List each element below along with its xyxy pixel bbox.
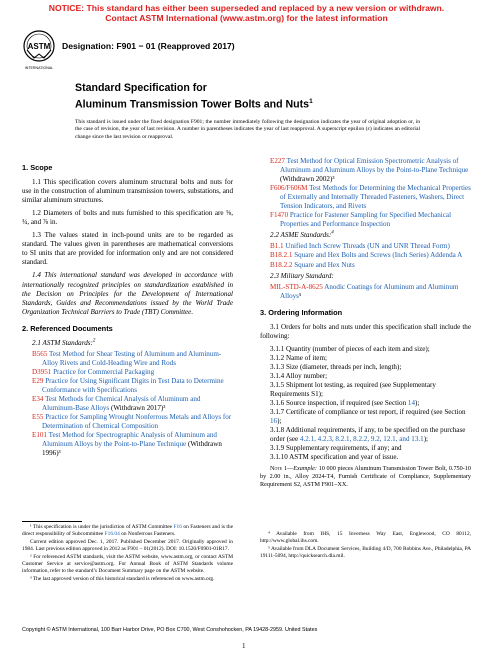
title-line-1: Standard Specification for	[75, 82, 207, 94]
ordering-item	[270, 345, 471, 354]
astm-reference-title-link[interactable]: Practice for Fastener Sampling for Specified Mechanical Properties and Performance Inspection	[280, 211, 452, 229]
astm-reference-item[interactable]	[270, 211, 471, 229]
asme-reference-title-link[interactable]: Unified Inch Screw Threads (UN and UNR Thread Form)	[283, 242, 450, 251]
subcommittee-link[interactable]: F16.04	[104, 531, 120, 537]
ordering-item-text: 3.1.7 Certificate of compliance or test report, if required (see Section	[270, 408, 466, 417]
section-cross-reference-link[interactable]: 4.2.1, 4.2.3, 8.2.1, 8.2.2, 9.2, 12.1, and 13.1	[299, 435, 424, 444]
ordering-item-text: 3.1.8 Additional requirements, if any, to be specified on the purchase order (see	[270, 426, 466, 444]
footnote-text: ³ The last approved version of this historical standard is referenced on www.astm.org.	[30, 576, 215, 582]
ordering-heading: 3. Ordering Information	[260, 307, 343, 317]
section-cross-reference-link[interactable]: 14	[407, 399, 415, 408]
ordering-item	[270, 363, 471, 372]
designation: Designation: F901 − 01 (Reapproved 2017)	[62, 41, 235, 51]
astm-reference-list	[22, 350, 233, 459]
footnote-text: ¹ This specification is under the jurisdiction of ASTM Committee	[30, 524, 174, 530]
asme-reference-list	[260, 242, 471, 269]
footnote	[22, 524, 233, 538]
ordering-item	[270, 381, 471, 399]
title-footnote-mark: 1	[309, 98, 313, 105]
astm-reference-status: (Withdrawn 2002)³	[280, 175, 335, 184]
asme-reference-code-link[interactable]: B18.2.2	[270, 260, 293, 269]
footnote: ⁵ Available from DLA Document Services, Building 4/D, 700 Robbins Ave., Philadelphia, PA 19111-5094, http://quicksearch.dla.mil.	[260, 546, 471, 559]
ordering-item-tail: );	[423, 435, 429, 444]
astm-reference-title-link[interactable]: Test Methods for Chemical Analysis of Aluminum and Aluminum-Base Alloys	[42, 395, 201, 413]
asme-reference-item[interactable]	[270, 261, 471, 270]
astm-reference-item[interactable]	[32, 350, 233, 368]
astm-reference-list-cont	[260, 157, 471, 229]
footnotes-left	[22, 524, 233, 584]
footnotes-right	[260, 531, 471, 561]
copyright-line: Copyright © ASTM International, 100 Barr Harbor Drive, PO Box C700, West Conshohocken, PA 19428-2959. United States	[22, 627, 318, 633]
footnote	[22, 539, 233, 553]
astm-reference-item[interactable]	[32, 413, 233, 431]
notice-line-1: NOTICE: This standard has either been superseded and replaced by a new version or withdrawn.	[48, 3, 445, 13]
footnote-text: on Nonferrous Fasteners.	[119, 531, 176, 537]
scope-p2: 1.2 Diameters of bolts and nuts furnished to this specification are ⅝, ¾, and ⅞ in.	[22, 209, 233, 227]
astm-reference-title-link[interactable]: Practice for Commercial Packaging	[51, 367, 155, 376]
committee-link[interactable]: F16	[173, 524, 182, 530]
astm-reference-status: (Withdrawn 1996)³	[42, 440, 222, 458]
scope-p4: 1.4 This international standard was developed in accordance with internationally recognized principles on standardization established in the Decision on Principles for the Development of International Standards, Guides and Recommendations issued by the World Trade Organization Technical Barriers to Trade (TBT) Committee.	[22, 271, 233, 316]
logo-text: INTERNATIONAL	[24, 66, 54, 70]
ordering-item-text: 3.1.4 Alloy number;	[270, 371, 328, 380]
footnote	[22, 576, 233, 583]
ordering-item-text: 3.1.6 Source inspection, if required (see Section	[270, 399, 408, 408]
ordering-item-tail: );	[277, 417, 282, 426]
astm-reference-title-link[interactable]: Practice for Using Significant Digits in Test Data to Determine Conformance with Specifications	[42, 376, 224, 394]
astm-reference-code-link[interactable]: E29	[32, 376, 44, 385]
astm-reference-item[interactable]	[270, 157, 471, 184]
page-number: 1	[242, 642, 246, 650]
footnote: ⁴ Available from IHS, 15 Inverness Way East, Englewood, CO 80112, http://www.global.ihs.com.	[260, 531, 471, 544]
scope-p1: 1.1 This specification covers aluminum structural bolts and nuts for use in the construction of aluminum transmission towers, substations, and similar aluminum structures.	[22, 178, 233, 205]
astm-reference-code-link[interactable]: F606/F606M	[270, 184, 308, 193]
right-column	[260, 157, 471, 489]
astm-reference-code-link[interactable]: E101	[32, 431, 47, 440]
astm-reference-code-link[interactable]: E227	[270, 157, 285, 165]
asme-reference-title-link[interactable]: Square and Hex Nuts	[292, 260, 355, 269]
ordering-item	[270, 408, 471, 426]
ordering-item	[270, 426, 471, 444]
ordering-item-tail: );	[415, 399, 420, 408]
issuance-note: This standard is issued under the fixed designation F901; the number immediately following the designation indicates the year of original adoption or, in the case of revision, the year of last revision. A number in parentheses indicates the year of last reapproval. A superscript epsilon (ε) indicates an editorial change since the last revision or reapproval.	[75, 119, 420, 140]
ordering-intro: 3.1 Orders for bolts and nuts under this specification shall include the following:	[260, 322, 471, 340]
asme-reference-code-link[interactable]: B1.1	[270, 242, 284, 251]
astm-reference-code-link[interactable]: E55	[32, 413, 44, 422]
scope-heading: 1. Scope	[22, 163, 53, 172]
military-reference-status: ⁵	[298, 291, 302, 300]
ordering-item	[270, 372, 471, 381]
astm-reference-title-link[interactable]: Practice for Sampling Wrought Nonferrous Metals and Alloys for Determination of Chemical Composition	[42, 413, 232, 431]
ordering-item-text: 3.1.3 Size (diameter, threads per inch, length);	[270, 362, 402, 371]
astm-reference-code-link[interactable]: D3951	[32, 367, 52, 376]
astm-reference-title-link[interactable]: Test Method for Spectrographic Analysis of Aluminum and Aluminum Alloys by the Point-to-Plane Technique	[42, 431, 217, 449]
ordering-item-text: 3.1.1 Quantity (number of pieces of each item and size);	[270, 344, 430, 353]
military-reference-item[interactable]	[270, 283, 471, 301]
astm-reference-title-link[interactable]: Test Method for Shear Testing of Aluminum and Aluminum-Alloy Rivets and Cold-Heading Wire and Rods	[42, 349, 222, 367]
ordering-item	[270, 354, 471, 363]
astm-reference-item[interactable]	[32, 431, 233, 458]
astm-reference-title-link[interactable]: Test Method for Optical Emission Spectrometric Analysis of Aluminum and Aluminum Alloys by the Point-to-Plane Technique	[280, 157, 469, 175]
section-cross-reference-link[interactable]: 16	[270, 417, 278, 426]
footnote	[22, 554, 233, 575]
asme-reference-title-link[interactable]: Square and Hex Bolts and Screws (Inch Series) Addenda A	[292, 251, 463, 260]
asme-reference-item[interactable]	[270, 242, 471, 251]
footnote-text: ² For referenced ASTM standards, visit the ASTM website, www.astm.org, or contact ASTM Customer Service at service@astm.org. For Annual Book of ASTM Standards volume information, refer to the standard’s Document Summary page on the ASTM website.	[22, 554, 233, 574]
ordering-item-text: 3.1.5 Shipment lot testing, as required (see Supplementary Requirements S1);	[270, 381, 436, 399]
astm-reference-title-link[interactable]: Test Methods for Determining the Mechanical Properties of Externally and Internally Threaded Fasteners, Washers, Direct Tension Indicators, and Rivets	[280, 184, 471, 211]
ordering-item	[270, 444, 471, 453]
withdrawal-notice	[0, 3, 493, 23]
notice-line-2: Contact ASTM International (www.astm.org) for the latest information	[105, 13, 388, 23]
ordering-item	[270, 399, 471, 408]
astm-reference-code-link[interactable]: F1470	[270, 211, 289, 220]
astm-reference-code-link[interactable]: B565	[32, 349, 48, 358]
asme-reference-code-link[interactable]: B18.2.1	[270, 251, 293, 260]
astm-logo-icon	[22, 30, 56, 72]
ordering-item-text: 3.1.9 Supplementary requirements, if any; and	[270, 444, 402, 453]
svg-text:ASTM: ASTM	[27, 42, 51, 51]
military-reference-code-link[interactable]: MIL-STD-A-8625	[270, 282, 323, 291]
astm-reference-code-link[interactable]: E34	[32, 395, 44, 404]
astm-reference-item[interactable]	[32, 377, 233, 395]
scope-p3: 1.3 The values stated in inch-pound units are to be regarded as standard. The values given in parentheses are mathematical conversions to SI units that are provided for information only and are not considered standard.	[22, 231, 233, 267]
ordering-item-text: 3.1.10 ASTM specification and year of issue.	[270, 453, 399, 462]
military-standard-label: 2.3 Military Standard:	[270, 271, 334, 280]
military-reference-list	[260, 283, 471, 301]
ordering-item-text: 3.1.2 Name of item;	[270, 353, 327, 362]
astm-reference-item[interactable]	[32, 368, 233, 377]
ordering-item	[270, 453, 471, 462]
footnote-text: Current edition approved Dec. 1, 2017. Published December 2017. Originally approved in 1984. Last previous edition approved in 2012 as F901 – 01(2012). DOI: 10.1520/F0901-01R17.	[22, 539, 233, 552]
footnote-divider	[22, 521, 82, 522]
document-title	[75, 82, 313, 112]
astm-reference-item[interactable]	[270, 184, 471, 211]
refs-heading: 2. Referenced Documents	[22, 323, 113, 333]
astm-reference-item[interactable]	[32, 395, 233, 413]
note-1: Note 1—Example: 10 000 pieces Aluminum Transmission Tower Bolt, 0.750-10 by 2.00 in., Alloy 2024-T4, Furnish Certificate of Compliance, Supplementary Requirement S2, ASTM F901–XX.	[260, 465, 471, 488]
military-reference-title-link[interactable]: Anodic Coatings for Aluminum and Aluminum Alloys	[280, 282, 459, 300]
ordering-list	[260, 345, 471, 463]
asme-reference-item[interactable]	[270, 251, 471, 260]
title-line-2: Aluminum Transmission Tower Bolts and Nuts	[75, 98, 310, 111]
asme-standards-label: 2.2 ASME Standards:$^4$	[270, 231, 334, 240]
astm-standards-label: 2.1 ASTM Standards:$^2$	[32, 338, 96, 347]
left-column	[22, 156, 233, 458]
footnote-text: on Fasteners and is the direct responsibility of Subcommittee	[22, 524, 233, 537]
astm-reference-status: (Withdrawn 2017)³	[109, 404, 166, 413]
